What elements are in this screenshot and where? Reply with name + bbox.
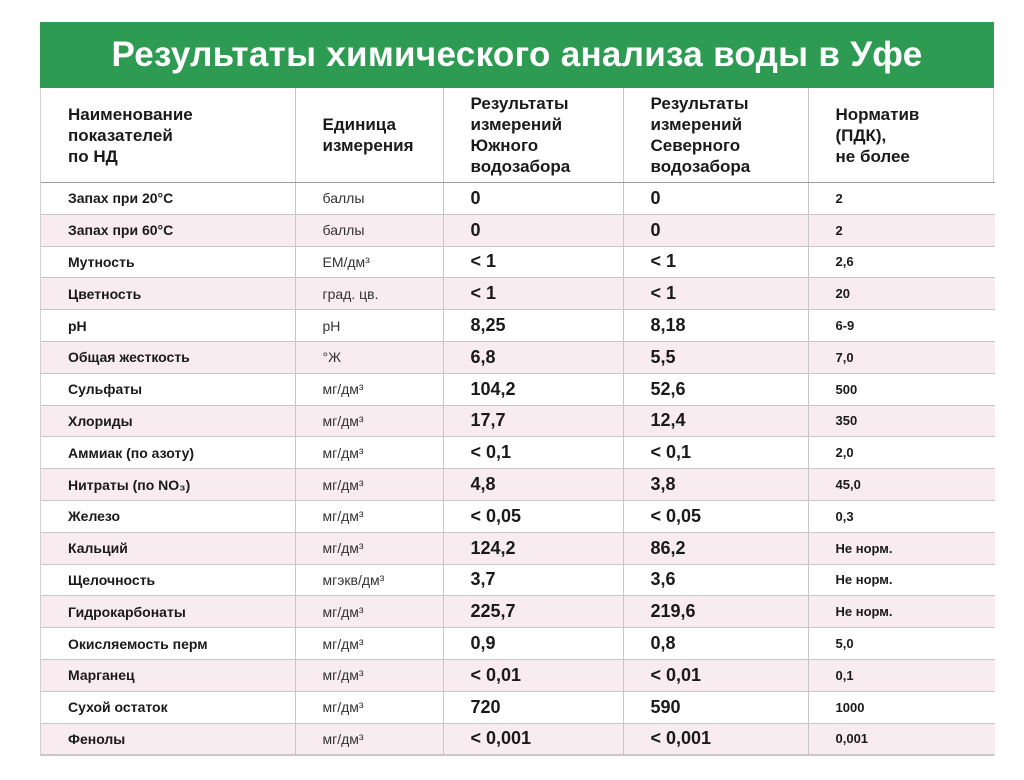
- indicator-cell: Кальций: [41, 532, 295, 564]
- analysis-sheet: [40, 22, 994, 756]
- page-title: Результаты химического анализа воды в Уфе: [111, 35, 923, 74]
- norm-cell: 45,0: [808, 469, 995, 501]
- south-result-cell: < 1: [443, 278, 623, 310]
- norm-cell: Не норм.: [808, 564, 995, 596]
- table-row: [41, 214, 995, 246]
- unit-cell: мг/дм³: [295, 373, 443, 405]
- south-result-cell: 225,7: [443, 596, 623, 628]
- norm-cell: Не норм.: [808, 532, 995, 564]
- unit-cell: мг/дм³: [295, 628, 443, 660]
- table-row: [41, 469, 995, 501]
- south-result-cell: < 0,1: [443, 437, 623, 469]
- south-result-cell: 720: [443, 691, 623, 723]
- indicator-cell: pH: [41, 310, 295, 342]
- south-result-cell: 4,8: [443, 469, 623, 501]
- indicator-cell: Мутность: [41, 246, 295, 278]
- north-result-cell: 8,18: [623, 310, 808, 342]
- south-result-cell: < 0,001: [443, 723, 623, 755]
- water-analysis-table: [41, 88, 995, 755]
- table-row: [41, 437, 995, 469]
- south-result-cell: 104,2: [443, 373, 623, 405]
- norm-cell: 20: [808, 278, 995, 310]
- norm-cell: 2,0: [808, 437, 995, 469]
- indicator-cell: Нитраты (по NO₃): [41, 469, 295, 501]
- column-header-unit: Единица измерения: [295, 88, 443, 183]
- indicator-cell: Сухой остаток: [41, 691, 295, 723]
- indicator-cell: Гидрокарбонаты: [41, 596, 295, 628]
- unit-cell: мг/дм³: [295, 596, 443, 628]
- south-result-cell: 6,8: [443, 341, 623, 373]
- indicator-cell: Цветность: [41, 278, 295, 310]
- south-result-cell: 124,2: [443, 532, 623, 564]
- north-result-cell: < 0,1: [623, 437, 808, 469]
- north-result-cell: 590: [623, 691, 808, 723]
- header-row: [41, 88, 995, 183]
- south-result-cell: 3,7: [443, 564, 623, 596]
- unit-cell: баллы: [295, 214, 443, 246]
- table-row: [41, 723, 995, 755]
- unit-cell: баллы: [295, 183, 443, 215]
- norm-cell: 2,6: [808, 246, 995, 278]
- unit-cell: мг/дм³: [295, 532, 443, 564]
- north-result-cell: < 1: [623, 246, 808, 278]
- unit-cell: мг/дм³: [295, 437, 443, 469]
- north-result-cell: 5,5: [623, 341, 808, 373]
- norm-cell: 5,0: [808, 628, 995, 660]
- south-result-cell: < 1: [443, 246, 623, 278]
- south-result-cell: < 0,05: [443, 500, 623, 532]
- north-result-cell: 86,2: [623, 532, 808, 564]
- north-result-cell: 12,4: [623, 405, 808, 437]
- column-header-indicator: Наименование показателей по НД: [41, 88, 295, 183]
- table-row: [41, 278, 995, 310]
- norm-cell: 0,1: [808, 659, 995, 691]
- south-result-cell: < 0,01: [443, 659, 623, 691]
- indicator-cell: Щелочность: [41, 564, 295, 596]
- table-row: [41, 183, 995, 215]
- table-body: [41, 183, 995, 755]
- unit-cell: мг/дм³: [295, 500, 443, 532]
- norm-cell: 1000: [808, 691, 995, 723]
- indicator-cell: Сульфаты: [41, 373, 295, 405]
- norm-cell: 0,001: [808, 723, 995, 755]
- table-row: [41, 691, 995, 723]
- norm-cell: 0,3: [808, 500, 995, 532]
- indicator-cell: Марганец: [41, 659, 295, 691]
- table-row: [41, 659, 995, 691]
- north-result-cell: 0,8: [623, 628, 808, 660]
- table-row: [41, 373, 995, 405]
- north-result-cell: 0: [623, 214, 808, 246]
- south-result-cell: 8,25: [443, 310, 623, 342]
- unit-cell: мг/дм³: [295, 723, 443, 755]
- south-result-cell: 0,9: [443, 628, 623, 660]
- north-result-cell: 219,6: [623, 596, 808, 628]
- unit-cell: град. цв.: [295, 278, 443, 310]
- unit-cell: мг/дм³: [295, 691, 443, 723]
- table-row: [41, 405, 995, 437]
- unit-cell: мг/дм³: [295, 659, 443, 691]
- north-result-cell: 3,6: [623, 564, 808, 596]
- north-result-cell: < 0,001: [623, 723, 808, 755]
- table-row: [41, 596, 995, 628]
- column-header-norm: Норматив (ПДК), не более: [808, 88, 995, 183]
- column-header-south: Результаты измерений Южного водозабора: [443, 88, 623, 183]
- unit-cell: °Ж: [295, 341, 443, 373]
- unit-cell: мг/дм³: [295, 405, 443, 437]
- norm-cell: 500: [808, 373, 995, 405]
- unit-cell: ЕМ/дм³: [295, 246, 443, 278]
- north-result-cell: < 1: [623, 278, 808, 310]
- table-row: [41, 246, 995, 278]
- table-wrapper: [40, 88, 994, 756]
- table-row: [41, 500, 995, 532]
- table-row: [41, 532, 995, 564]
- north-result-cell: 52,6: [623, 373, 808, 405]
- indicator-cell: Аммиак (по азоту): [41, 437, 295, 469]
- indicator-cell: Окисляемость перм: [41, 628, 295, 660]
- unit-cell: pH: [295, 310, 443, 342]
- indicator-cell: Хлориды: [41, 405, 295, 437]
- table-row: [41, 564, 995, 596]
- norm-cell: 2: [808, 214, 995, 246]
- unit-cell: мг/дм³: [295, 469, 443, 501]
- table-row: [41, 628, 995, 660]
- south-result-cell: 0: [443, 214, 623, 246]
- north-result-cell: 0: [623, 183, 808, 215]
- title-bar: [40, 22, 994, 88]
- unit-cell: мгэкв/дм³: [295, 564, 443, 596]
- indicator-cell: Запах при 20°С: [41, 183, 295, 215]
- indicator-cell: Железо: [41, 500, 295, 532]
- norm-cell: 2: [808, 183, 995, 215]
- table-row: [41, 310, 995, 342]
- indicator-cell: Запах при 60°С: [41, 214, 295, 246]
- column-header-north: Результаты измерений Северного водозабора: [623, 88, 808, 183]
- indicator-cell: Общая жесткость: [41, 341, 295, 373]
- south-result-cell: 17,7: [443, 405, 623, 437]
- indicator-cell: Фенолы: [41, 723, 295, 755]
- norm-cell: 7,0: [808, 341, 995, 373]
- norm-cell: Не норм.: [808, 596, 995, 628]
- norm-cell: 6-9: [808, 310, 995, 342]
- north-result-cell: < 0,05: [623, 500, 808, 532]
- south-result-cell: 0: [443, 183, 623, 215]
- north-result-cell: 3,8: [623, 469, 808, 501]
- north-result-cell: < 0,01: [623, 659, 808, 691]
- table-row: [41, 341, 995, 373]
- norm-cell: 350: [808, 405, 995, 437]
